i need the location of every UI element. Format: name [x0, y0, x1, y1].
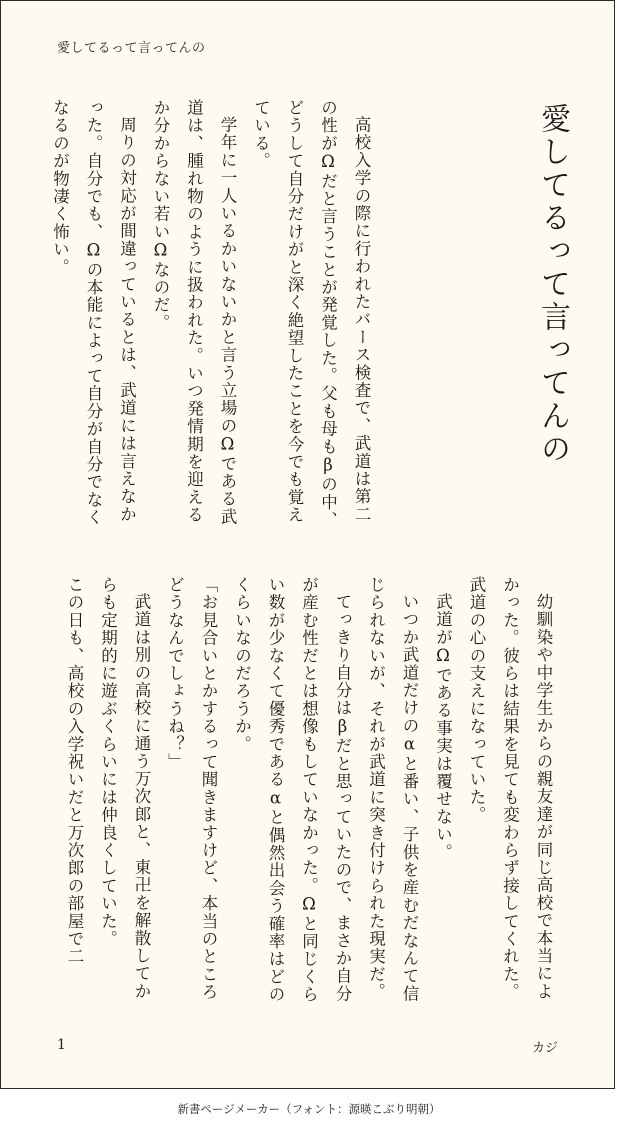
paragraph: この日も、高校の入学祝いだと万次郎の部屋で二: [65, 576, 84, 966]
author-name: カジ: [531, 1041, 558, 1056]
running-head: 愛してるって言ってんの: [57, 41, 206, 56]
bottom-text-block: [58, 576, 561, 1008]
generator-credit: 新書ページメーカー（フォント：源暎こぶり明朝）: [177, 1102, 441, 1116]
dialogue-paragraph: 「お見合いとかするって聞きますけど、本当のところどうなんでしょうね？」: [165, 576, 218, 1001]
paragraph: てっきり自分はβだと思っていたので、まさか自分が産む性だとは想像もしていなかった。Ωと同じくらい数が少なくて優秀であるαと偶然出会う確率はどのくらいなのだろうか。: [232, 576, 352, 1004]
paragraph: 武道は別の高校に通う万次郎と、東卍を解散してからも定期的に遊ぶくらいには仲良くしていた。: [98, 576, 151, 1000]
paragraph: 周りの対応が間違っているとは、武道には言えなかった。自分でも、Ωの本能によって自分が自分でなくなるのが物凄く怖い。: [50, 99, 137, 527]
paragraph: 高校入学の際に行われたバース検査で、武道は第二の性がΩだと言うことが発覚した。父も母もβの中、どうして自分だけがと深く絶望したことを今でも覚えている。: [251, 99, 371, 529]
paragraph: 学年に一人いるかいないかと言う立場のΩである武道は、腫れ物のように扱われた。いつ発情期を迎えるか分からない若いΩなのだ。: [151, 99, 237, 526]
paragraph: 幼馴染や中学生からの親友達が同じ高校で本当によかった。彼らは結果を見ても変わらず接してくれた。武道の心の支えになっていた。: [467, 576, 553, 1001]
chapter-title: 愛してるって言ってんの: [535, 103, 570, 466]
paragraph: 武道がΩである事実は覆せない。: [433, 592, 453, 861]
page-number: 1: [57, 1037, 66, 1053]
top-text-block: [43, 99, 378, 531]
paragraph: いつか武道だけのαと番い、子供を産むだなんて信じられないが、それが武道に突き付けられた現実だ。: [366, 576, 419, 1003]
